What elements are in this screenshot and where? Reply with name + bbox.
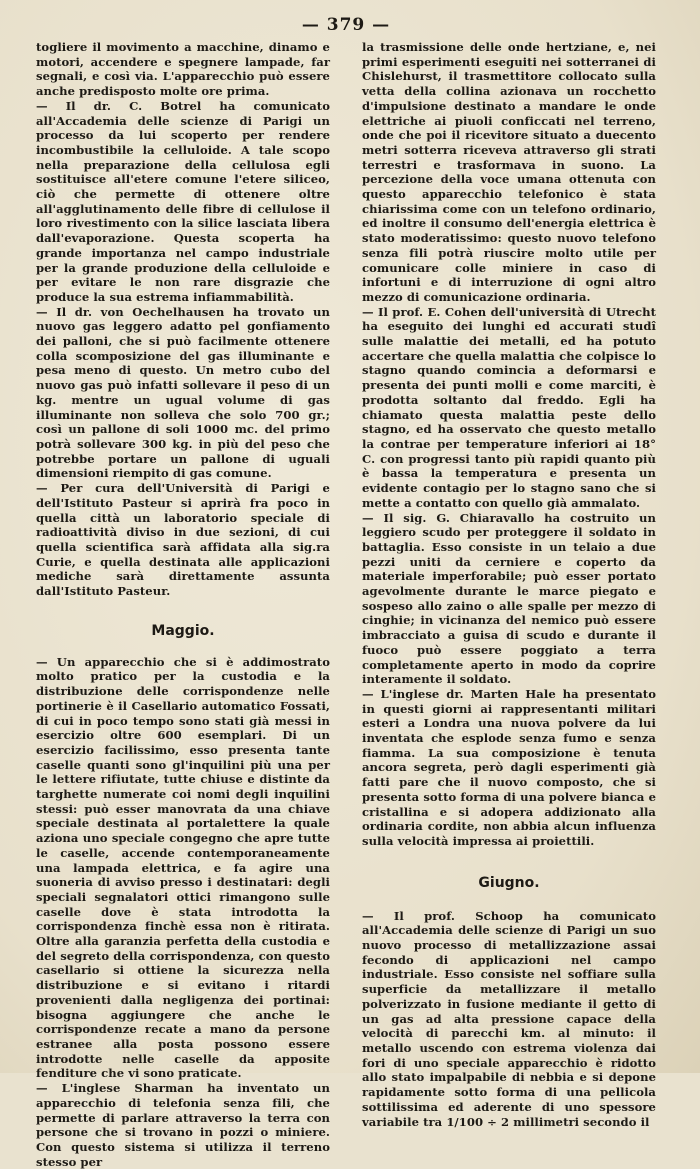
paragraph: — L'inglese Sharman ha inventato un apparecchio di telefonia senza fili, che permette di parlare attraverso la terra con persone che si trovano in pozzi o miniere. Con questo sistema si utilizza il terreno stesso per xyxy=(36,1081,330,1169)
paragraph: — Il sig. G. Chiaravallo ha costruito un leggiero scudo per proteggere il soldato in battaglia. Esso consiste in un telaio a due pezzi uniti da cerniere e coperto da materiale imperforabile; può esser portato agevolmente durante le marce piegato e sospeso allo zaino o alle spalle per mezzo di cinghie; in vicinanza del nemico può essere imbracciato a guisa di scudo e durante il fuoco può essere poggiato a terra completamente aperto in modo da coprire interamente il soldato. xyxy=(362,510,656,687)
paragraph: — Il dr. von Oechelhausen ha trovato un nuovo gas leggero adatto pel gonfiamento dei palloni, che si può facilmente ottenere colla scomposizione del gas illuminante e pesa meno di questo. Un metro cubo del nuovo gas può infatti sollevare il peso di un kg. mentre un ugual volume di gas illuminante non solleva che solo 700 gr.; così un pallone di soli 1000 mc. del primo potrà sollevare 300 kg. in più del peso che potrebbe portare un pallone di uguali dimensioni riempito di gas comune. xyxy=(36,304,330,481)
left-column xyxy=(36,40,330,1169)
paragraph: la trasmissione delle onde hertziane, e, nei primi esperimenti eseguiti nei sotterranei di Chislehurst, il trasmettitore collocato sulla vetta della collina azionava un rocchetto d'impulsione destinato a mandare le onde elettriche ai piuoli conficcati nel terreno, onde che poi il ricevitore situato a duecento metri sotterra riceveva attraverso gli strati terrestri e trasformava in suono. La percezione della voce umana ottenuta con questo apparecchio telefonico è stata chiarissima come con un telefono ordinario, ed inoltre il consumo dell'energia elettrica è stato moderatissimo: questo nuovo telefono senza fili potrà riuscire molto utile per comunicare colle miniere in caso di infortuni e di interruzione di ogni altro mezzo di comunicazione ordinaria. xyxy=(362,40,656,304)
right-column xyxy=(362,40,656,1169)
paragraph: — Il prof. E. Cohen dell'università di Utrecht ha eseguito dei lunghi ed accurati studî sulle malattie dei metalli, ed ha potuto accertare che quella malattia che colpisce lo stagno quando comincia a deformarsi e presenta dei punti molli e come marciti, è prodotta soltanto dal freddo. Egli ha chiamato questa malattia peste dello stagno, ed ha osservato che questo metallo la contrae per temperature inferiori ai 18° C. con progressi tanto più rapidi quanto più è bassa la temperatura e presenta un evidente contagio per lo stagno sano che si mette a contatto con quello già ammalato. xyxy=(362,304,656,510)
paragraph: — L'inglese dr. Marten Hale ha presentato in questi giorni ai rappresentanti militari esteri a Londra una nuova polvere da lui inventata che esplode senza fumo e senza fiamma. La sua composizione è tenuta ancora segreta, però dagli esperimenti già fatti pare che il nuovo composto, che si presenta sotto forma di una polvere bianca e cristallina e si adopera addizionato alla ordinaria cordite, non abbia alcun influenza sulla velocità impressa ai proiettili. xyxy=(362,686,656,848)
section-heading-giugno: Giugno. xyxy=(478,874,540,891)
paragraph: — Un apparecchio che si è addimostrato molto pratico per la custodia e la distribuzione delle corrispondenze nelle portinerie è il Casellario automatico Fossati, di cui in poco tempo sono stati già messi in esercizio oltre 600 esemplari. Di un esercizio facilissimo, esso presenta tante caselle quanti sono gl'inquilini più una per le lettere rifiutate, tutte chiuse e distinte da targhette numerate coi nomi degli inquilini stessi: può esser manovrata da una chiave speciale destinata al portalettere la quale aziona uno speciale congegno che apre tutte le caselle, accende contemporaneamente una lampada elettrica, e fa agire una suoneria di avviso presso i destinatari: degli speciali segnalatori ottici rimangono sulle caselle dove è stata introdotta la corrispondenza finchè essa non è ritirata. Oltre alla garanzia perfetta della custodia e del segreto della corrispondenza, con questo casellario si ottiene la sicurezza nella distribuzione e si evitano i ritardi provenienti dalla negligenza dei portinai: bisogna aggiungere che anche le corrispondenze recate a mano da persone estranee alla posta possono essere introdotte nelle caselle da apposite fenditure che vi sono praticate. xyxy=(36,654,330,1081)
paragraph: — Per cura dell'Università di Parigi e dell'Istituto Pasteur si aprirà fra poco in quella città un laboratorio speciale di radioattività diviso in due sezioni, di cui quella scientifica sarà affidata alla sig.ra Curie, e quella destinata alle applicazioni mediche sarà direttamente assunta dall'Istituto Pasteur. xyxy=(36,481,330,599)
paragraph: — Il prof. Schoop ha comunicato all'Accademia delle scienze di Parigi un suo nuovo processo di metallizzazione assai fecondo di applicazioni nel campo industriale. Esso consiste nel soffiare sulla superficie da metallizzare il metallo polverizzato in fusione mediante il getto di un gas ad alta pressione capace della velocità di parecchi km. al minuto: il metallo uscendo con estrema violenza dai fori di uno speciale apparecchio è ridotto allo stato impalpabile di nebbia e si depone rapidamente sotto forma di una pellicola sottilissima ed aderente di uno spessore variabile tra 1/100 ÷ 2 millimetri secondo il xyxy=(362,908,656,1129)
page-number: — 379 — xyxy=(301,15,391,35)
paragraph: — Il dr. C. Botrel ha comunicato all'Accademia delle scienze di Parigi un processo da lui scoperto per rendere incombustibile la celluloide. A tale scopo nella preparazione della cellulosa egli sostituisce all'etere comune l'etere siliceo, ciò che permette di ottenere oltre all'agglutinamento delle fibre di cellulose il loro rivestimento con la silice lasciata libera dall'evaporazione. Questa scoperta ha grande importanza nel campo industriale per la grande produzione della celluloide e per evitare le non rare disgrazie che produce la sua estrema infiammabilità. xyxy=(36,98,330,304)
paragraph: togliere il movimento a macchine, dinamo e motori, accendere e spegnere lampade, far segnali, e così via. L'apparecchio può essere anche predisposto molte ore prima. xyxy=(36,40,330,99)
columns xyxy=(36,40,656,1169)
section-heading-maggio: Maggio. xyxy=(151,622,215,639)
